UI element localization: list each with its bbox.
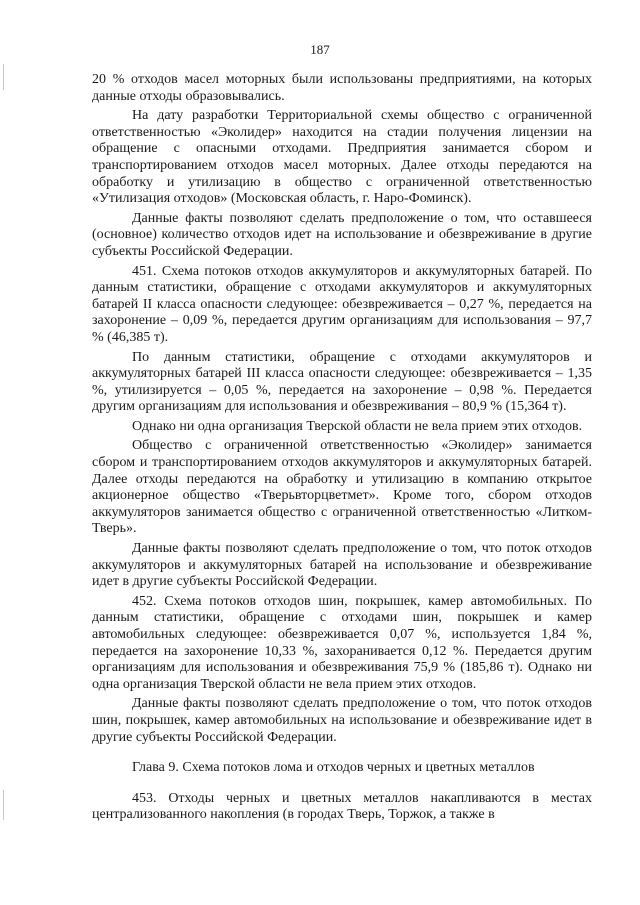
paragraph: 453. Отходы черных и цветных металлов накапливаются в местах централизованного накопления (в городах Тверь, Торжок, а также в [92, 790, 592, 823]
paragraph: 452. Схема потоков отходов шин, покрышек, камер автомобильных. По данным статистики, обращение с отходами шин, покрышек и камер автомобильных следующее: обезвреживается 0,07 %, используется 1,84 %, передается на захоронение 10,33 %, захоранивается 0,12 %. Передается другим организациям для использования и обезвреживания 75,9 % (185,86 т). Однако ни одна организация Тверской области не вела прием этих отходов. [92, 593, 592, 692]
paragraph: Общество с ограниченной ответственностью «Эколидер» занимается сбором и транспортированием отходов аккумуляторов и аккумуляторных батарей. Далее отходы передаются на обработку и утилизацию в компанию открытое акционерное общество «Тверьвторцветмет». Кроме того, сбором отходов аккумуляторов занимается общество с ограниченной ответственностью «Литком-Тверь». [92, 438, 592, 537]
chapter-heading: Глава 9. Схема потоков лома и отходов черных и цветных металлов [132, 760, 535, 776]
paragraph: 20 % отходов масел моторных были использованы предприятиями, на которых данные отходы образовывались. [92, 72, 592, 104]
paragraph: Однако ни одна организация Тверской области не вела прием этих отходов. [132, 418, 583, 434]
paragraph: 451. Схема потоков отходов аккумуляторов и аккумуляторных батарей. По данным статистики, обращение с отходами аккумуляторов и аккумуляторных батарей II класса опасности следующее: обезвреживается – 0,27 %, передается на захоронение – 0,09 %, передается другим организациям для использования – 97,7 % (46,385 т). [92, 263, 592, 345]
paragraph: На дату разработки Территориальной схемы общество с ограниченной ответственностью «Эколидер» находится на стадии получения лицензии на обращение с опасными отходами. Предприятия занимается сбором и транспортированием отходов масел моторных. Далее отходы передаются на обработку и утилизацию в общество с ограниченной ответственностью «Утилизация отходов» (Московская область, г. Наро-Фоминск). [92, 108, 592, 207]
page-number: 187 [310, 42, 330, 57]
paragraph: По данным статистики, обращение с отходами аккумуляторов и аккумуляторных батарей III класса опасности следующее: обезвреживается – 1,35 %, утилизируется – 0,05 %, передается на захоронение – 0,98 %. Передается другим организациям для использования и обезвреживания – 80,9 % (15,364 т). [92, 349, 592, 415]
paragraph: Данные факты позволяют сделать предположение о том, что поток отходов аккумуляторов и аккумуляторных батарей на использование и обезвреживание идет в другие субъекты Российской Федерации. [92, 541, 592, 590]
scan-artifact-top [3, 64, 4, 90]
paragraph: Данные факты позволяют сделать предположение о том, что оставшееся (основное) количество отходов идет на использование и обезвреживание в другие субъекты Российской Федерации. [92, 210, 592, 259]
scan-artifact-bottom [3, 790, 4, 820]
document-body [92, 72, 592, 827]
paragraph: Данные факты позволяют сделать предположение о том, что поток отходов шин, покрышек, камер автомобильных на использование и обезвреживание идет в другие субъекты Российской Федерации. [92, 696, 592, 745]
